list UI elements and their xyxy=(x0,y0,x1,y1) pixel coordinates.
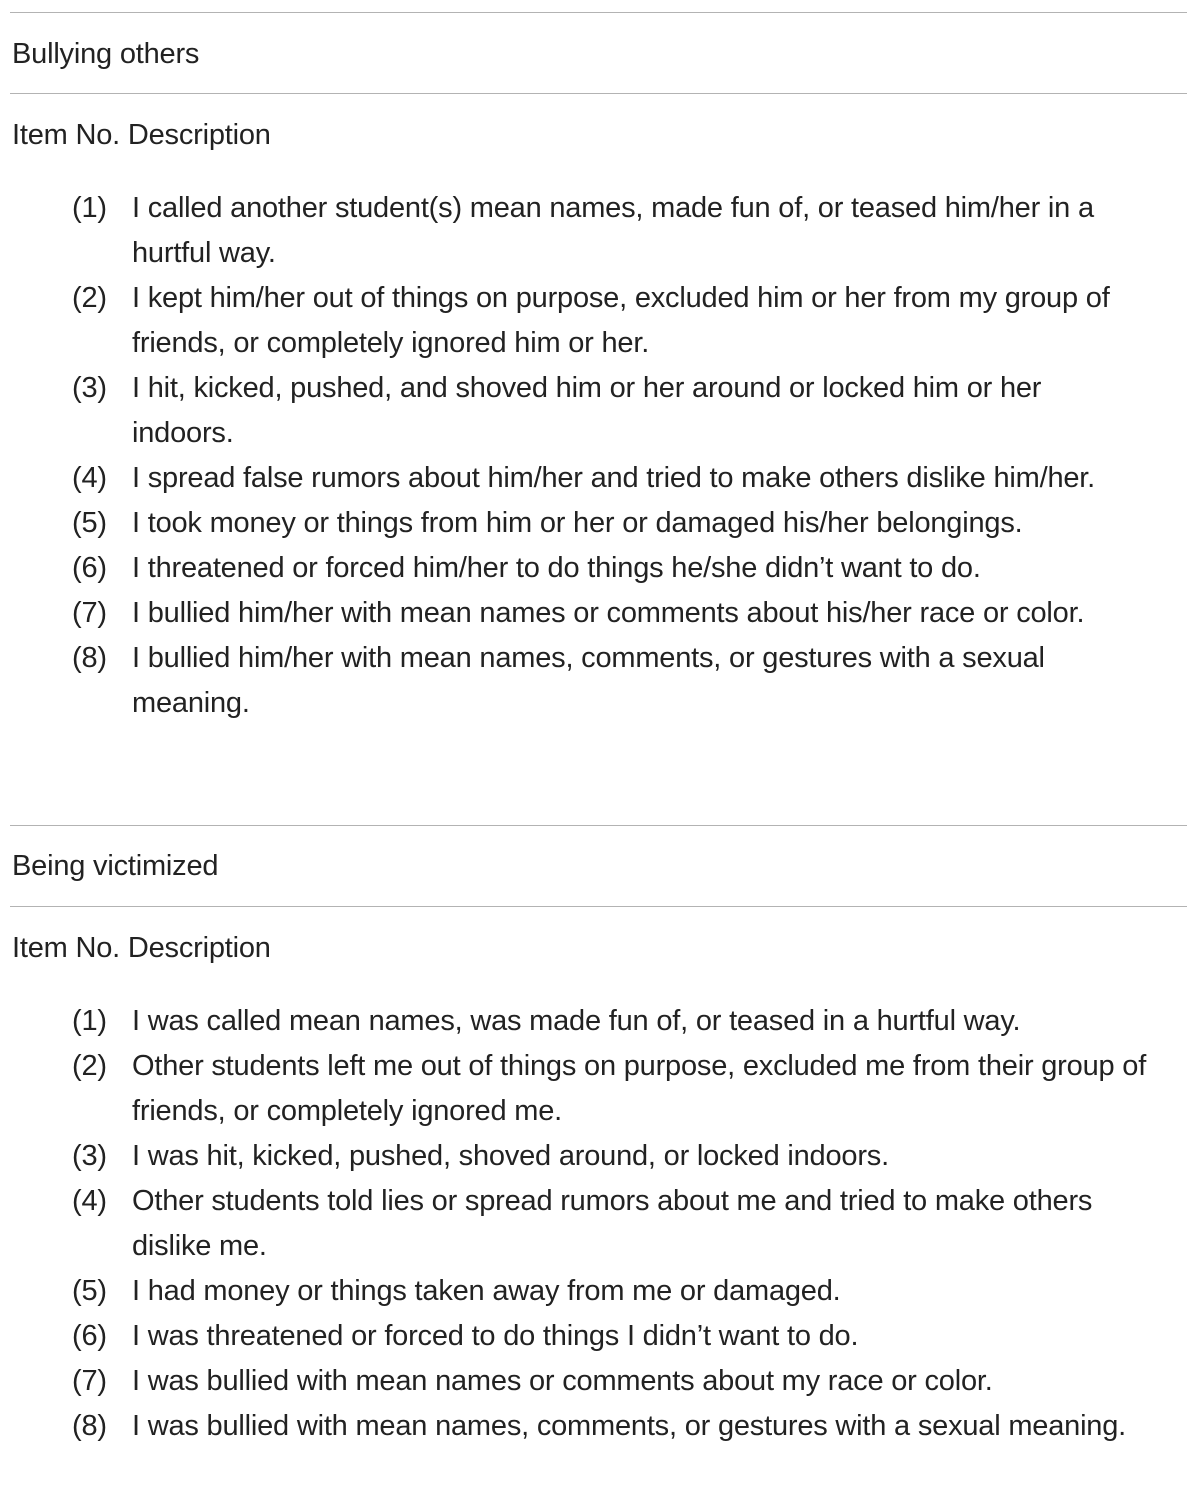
item-description: I took money or things from him or her or damaged his/her belongings. xyxy=(132,507,1023,539)
item-description: I spread false rumors about him/her and tried to make others dislike him/her. xyxy=(132,462,1096,494)
list-item xyxy=(0,366,1200,456)
list-item xyxy=(0,501,1200,546)
item-number: (7) xyxy=(72,1365,107,1397)
bullying-others-item-list xyxy=(0,186,1200,726)
item-number: (2) xyxy=(72,282,107,314)
item-number: (7) xyxy=(72,597,107,629)
item-description: I was hit, kicked, pushed, shoved around, or locked indoors. xyxy=(132,1140,889,1172)
list-item xyxy=(0,1134,1200,1179)
list-item xyxy=(0,1404,1200,1449)
item-number: (8) xyxy=(72,1410,107,1442)
section-divider-rule xyxy=(10,825,1187,826)
item-description: I was bullied with mean names, comments, or gestures with a sexual meaning. xyxy=(132,1410,1127,1442)
item-number: (6) xyxy=(72,552,107,584)
section-divider-rule xyxy=(10,93,1187,94)
list-item xyxy=(0,186,1200,276)
item-description: I bullied him/her with mean names, comments, or gestures with a sexual meaning. xyxy=(132,642,1045,719)
list-item xyxy=(0,546,1200,591)
item-description: Other students left me out of things on purpose, excluded me from their group of friends, or completely ignored me. xyxy=(132,1050,1147,1127)
being-victimized-item-list xyxy=(0,999,1200,1449)
item-number: (1) xyxy=(72,192,107,224)
table-top-rule xyxy=(10,12,1187,13)
item-number: (4) xyxy=(72,462,107,494)
item-description: Other students told lies or spread rumors about me and tried to make others dislike me. xyxy=(132,1185,1093,1262)
list-item xyxy=(0,1179,1200,1269)
list-item xyxy=(0,591,1200,636)
list-item xyxy=(0,636,1200,726)
section-title-bullying-others: Bullying others xyxy=(12,38,200,70)
item-number: (1) xyxy=(72,1005,107,1037)
list-item xyxy=(0,1269,1200,1314)
item-description: I was threatened or forced to do things I didn’t want to do. xyxy=(132,1320,859,1352)
item-number: (5) xyxy=(72,1275,107,1307)
item-number: (3) xyxy=(72,1140,107,1172)
item-number: (5) xyxy=(72,507,107,539)
item-number: (4) xyxy=(72,1185,107,1217)
item-description: I was called mean names, was made fun of, or teased in a hurtful way. xyxy=(132,1005,1021,1037)
column-header: Item No. Description xyxy=(12,932,271,964)
item-description: I had money or things taken away from me or damaged. xyxy=(132,1275,841,1307)
item-number: (8) xyxy=(72,642,107,674)
list-item xyxy=(0,456,1200,501)
item-number: (6) xyxy=(72,1320,107,1352)
item-number: (3) xyxy=(72,372,107,404)
list-item xyxy=(0,1314,1200,1359)
section-divider-rule xyxy=(10,906,1187,907)
item-description: I hit, kicked, pushed, and shoved him or her around or locked him or her indoors. xyxy=(132,372,1042,449)
item-description: I bullied him/her with mean names or comments about his/her race or color. xyxy=(132,597,1085,629)
column-header: Item No. Description xyxy=(12,119,271,151)
section-title-being-victimized: Being victimized xyxy=(12,850,219,882)
list-item xyxy=(0,999,1200,1044)
item-description: I was bullied with mean names or comments about my race or color. xyxy=(132,1365,993,1397)
item-number: (2) xyxy=(72,1050,107,1082)
list-item xyxy=(0,276,1200,366)
list-item xyxy=(0,1359,1200,1404)
item-description: I threatened or forced him/her to do things he/she didn’t want to do. xyxy=(132,552,981,584)
item-description: I kept him/her out of things on purpose, excluded him or her from my group of friends, or completely ignored him or her. xyxy=(132,282,1110,359)
item-description: I called another student(s) mean names, made fun of, or teased him/her in a hurtful way. xyxy=(132,192,1094,269)
list-item xyxy=(0,1044,1200,1134)
